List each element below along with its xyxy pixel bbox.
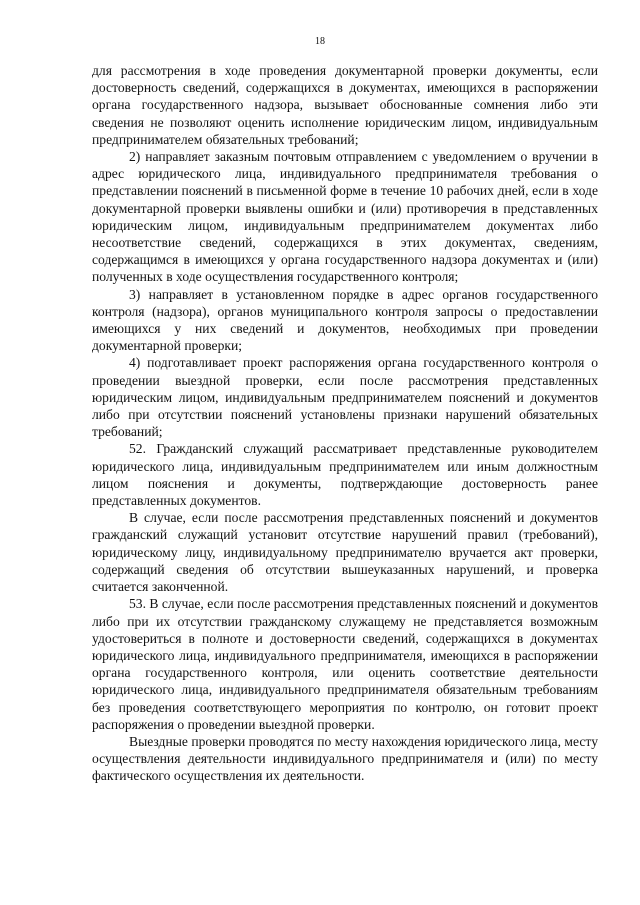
paragraph-clause-52: 52. Гражданский служащий рассматривает представленные руководителем юридического лица, индивидуальным предпринимателем или иным должностным лицом пояснения и документы, подтверждающие достоверность ранее представленных документов.	[92, 441, 598, 509]
paragraph-item-3: 3) направляет в установленном порядке в адрес органов государственного контроля (надзора), органов муниципального контроля запросы о предоставлении имеющихся у них сведений и документов, необходимых при проведении документарной проверки;	[92, 286, 598, 354]
paragraph-clause-53: 53. В случае, если после рассмотрения представленных пояснений и документов либо при их отсутствии гражданскому служащему не представляется возможным удостовериться в полноте и достоверности сведений, содержащихся в документах юридического лица, индивидуального предпринимателя, имеющихся в распоряжении органа государственного контроля, или оценить соответствие деятельности юридического лица, индивидуального предпринимателя обязательным требованиям без проведения соответствующего мероприятия по контролю, он готовит проект распоряжения о проведении выездной проверки.	[92, 596, 598, 732]
paragraph-item-2: 2) направляет заказным почтовым отправлением с уведомлением о вручении в адрес юридического лица, индивидуального предпринимателя требования о представлении пояснений в письменной форме в течение 10 рабочих дней, если в ходе документарной проверки выявлены ошибки и (или) противоречия в представленных юридическим лицом, индивидуальным предпринимателем документах либо несоответствие сведений, содержащихся в этих документах, сведениям, содержащимся в имеющихся у органа государственного надзора документах и (или) полученных в ходе осуществления государственного контроля;	[92, 149, 598, 285]
paragraph-field-inspections: Выездные проверки проводятся по месту нахождения юридического лица, месту осуществления деятельности индивидуального предпринимателя и (или) по месту фактического осуществления их деятельности.	[92, 733, 598, 784]
paragraph-no-violations: В случае, если после рассмотрения представленных пояснений и документов гражданский служащий установит отсутствие нарушений правил (требований), юридическому лицу, индивидуальному предпринимателю вручается акт проверки, содержащий сведения об отсутствии вышеуказанных нарушений, и проверка считается законченной.	[92, 510, 598, 595]
page-number: 18	[315, 36, 325, 47]
paragraph-continuation: для рассмотрения в ходе проведения документарной проверки документы, если достоверность сведений, содержащихся в документах, имеющихся в распоряжении органа государственного надзора, вызывает обоснованные сомнения либо эти сведения не позволяют оценить исполнение юридическим лицом, индивидуальным предпринимателем обязательных требований;	[92, 63, 598, 147]
paragraph-item-4: 4) подготавливает проект распоряжения органа государственного контроля о проведении выездной проверки, если после рассмотрения представленных юридическим лицом, индивидуальным предпринимателем пояснений и документов либо при отсутствии пояснений установлены признаки нарушений обязательных требований;	[92, 355, 598, 440]
document-body	[92, 62, 598, 785]
